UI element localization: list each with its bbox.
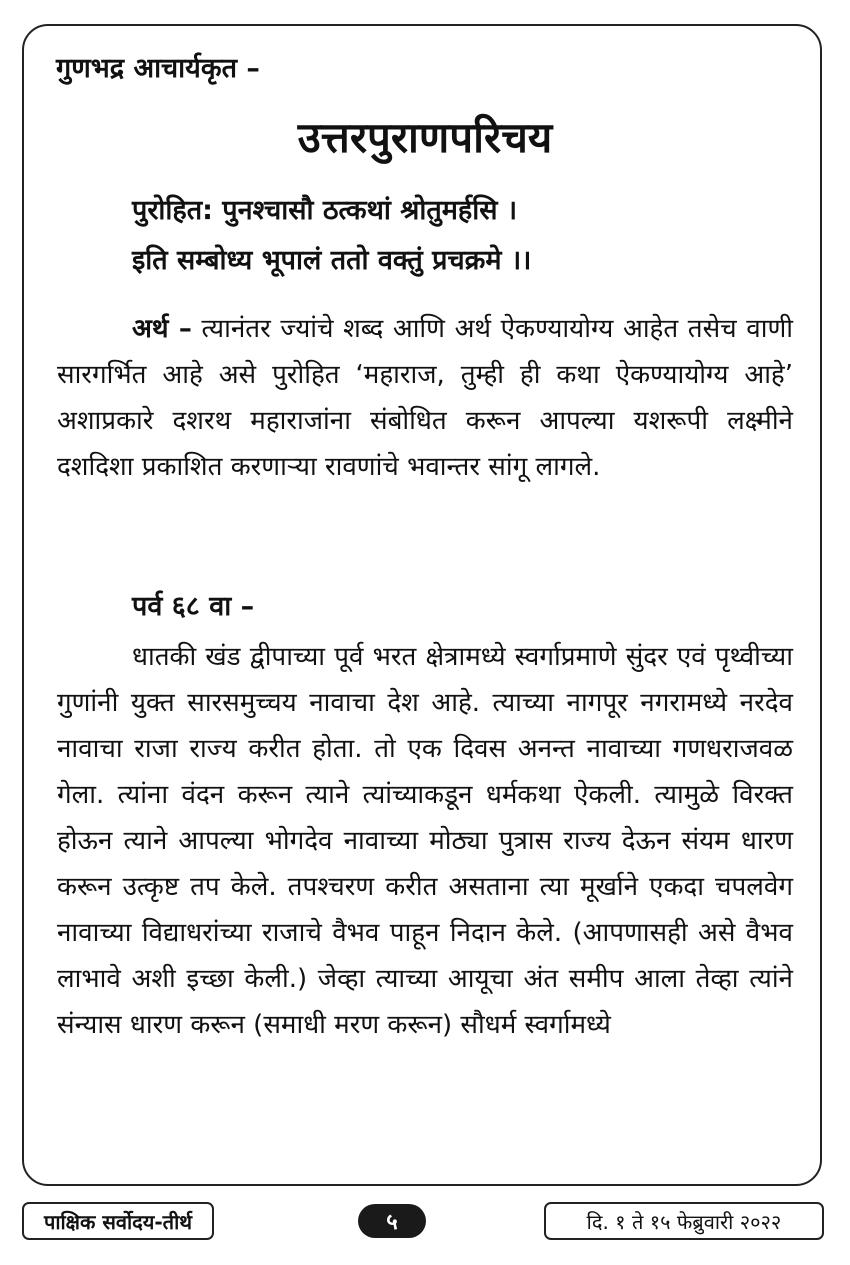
section-paragraph xyxy=(57,634,793,1048)
page-title: उत्तरपुराणपरिचय xyxy=(297,113,553,162)
publication-name: पाक्षिक सर्वोदय-तीर्थ xyxy=(22,1202,214,1240)
section-text: धातकी खंड द्वीपाच्या पूर्व भरत क्षेत्रामध्ये स्वर्गाप्रमाणे सुंदर एवं पृथ्वीच्या गुणांनी युक्त सारसमुच्चय नावाचा देश आहे. त्याच्या नागपूर नगरामध्ये नरदेव नावाचा राजा राज्य करीत होता. तो एक दिवस अनन्त नावाच्या गणधराजवळ गेला. त्यांना वंदन करून त्याने त्यांच्याकडून धर्मकथा ऐकली. त्यामुळे विरक्त होऊन त्याने आपल्या भोगदेव नावाच्या मोठ्या पुत्रास राज्य देऊन संयम धारण करून उत्कृष्ट तप केले. तपश्चरण करीत असताना त्या मूर्खाने एकदा चपलवेग नावाच्या विद्याधरांच्या राजाचे वैभव पाहून निदान केले. (आपणासही असे वैभव लाभावे अशी इच्छा केली.) जेव्हा त्याच्या आयूचा अंत समीप आला तेव्हा त्यांने संन्यास धारण करून (समाधी मरण करून) सौधर्म स्वर्गामध्ये xyxy=(57,642,793,1040)
verse-line-1: पुरोहित: पुनश्चासौ ठत्कथां श्रोतुमर्हसि । xyxy=(132,195,518,226)
author-line: गुणभद्र आचार्यकृत – xyxy=(56,53,260,84)
verse-line-2: इति सम्बोध्य भूपालं ततो वक्तुं प्रचक्रमे ।। xyxy=(132,245,532,276)
section-heading: पर्व ६८ वा – xyxy=(132,591,255,622)
meaning-text: त्यानंतर ज्यांचे शब्द आणि अर्थ ऐकण्यायोग्य आहेत तसेच वाणी सारगर्भित आहे असे पुरोहित ‘महाराज, तुम्ही ही कथा ऐकण्यायोग्य आहे’ अशाप्रकारे दशरथ महाराजांना संबोधित करून आपल्या यशरूपी लक्ष्मीने दशदिशा प्रकाशित करणाऱ्या रावणांचे भवान्तर सांगू लागले. xyxy=(57,314,793,482)
issue-date: दि. १ ते १५ फेब्रुवारी २०२२ xyxy=(544,1202,824,1240)
meaning-label: अर्थ – xyxy=(132,314,192,344)
meaning-paragraph xyxy=(57,306,793,490)
page-number: ५ xyxy=(358,1204,426,1238)
